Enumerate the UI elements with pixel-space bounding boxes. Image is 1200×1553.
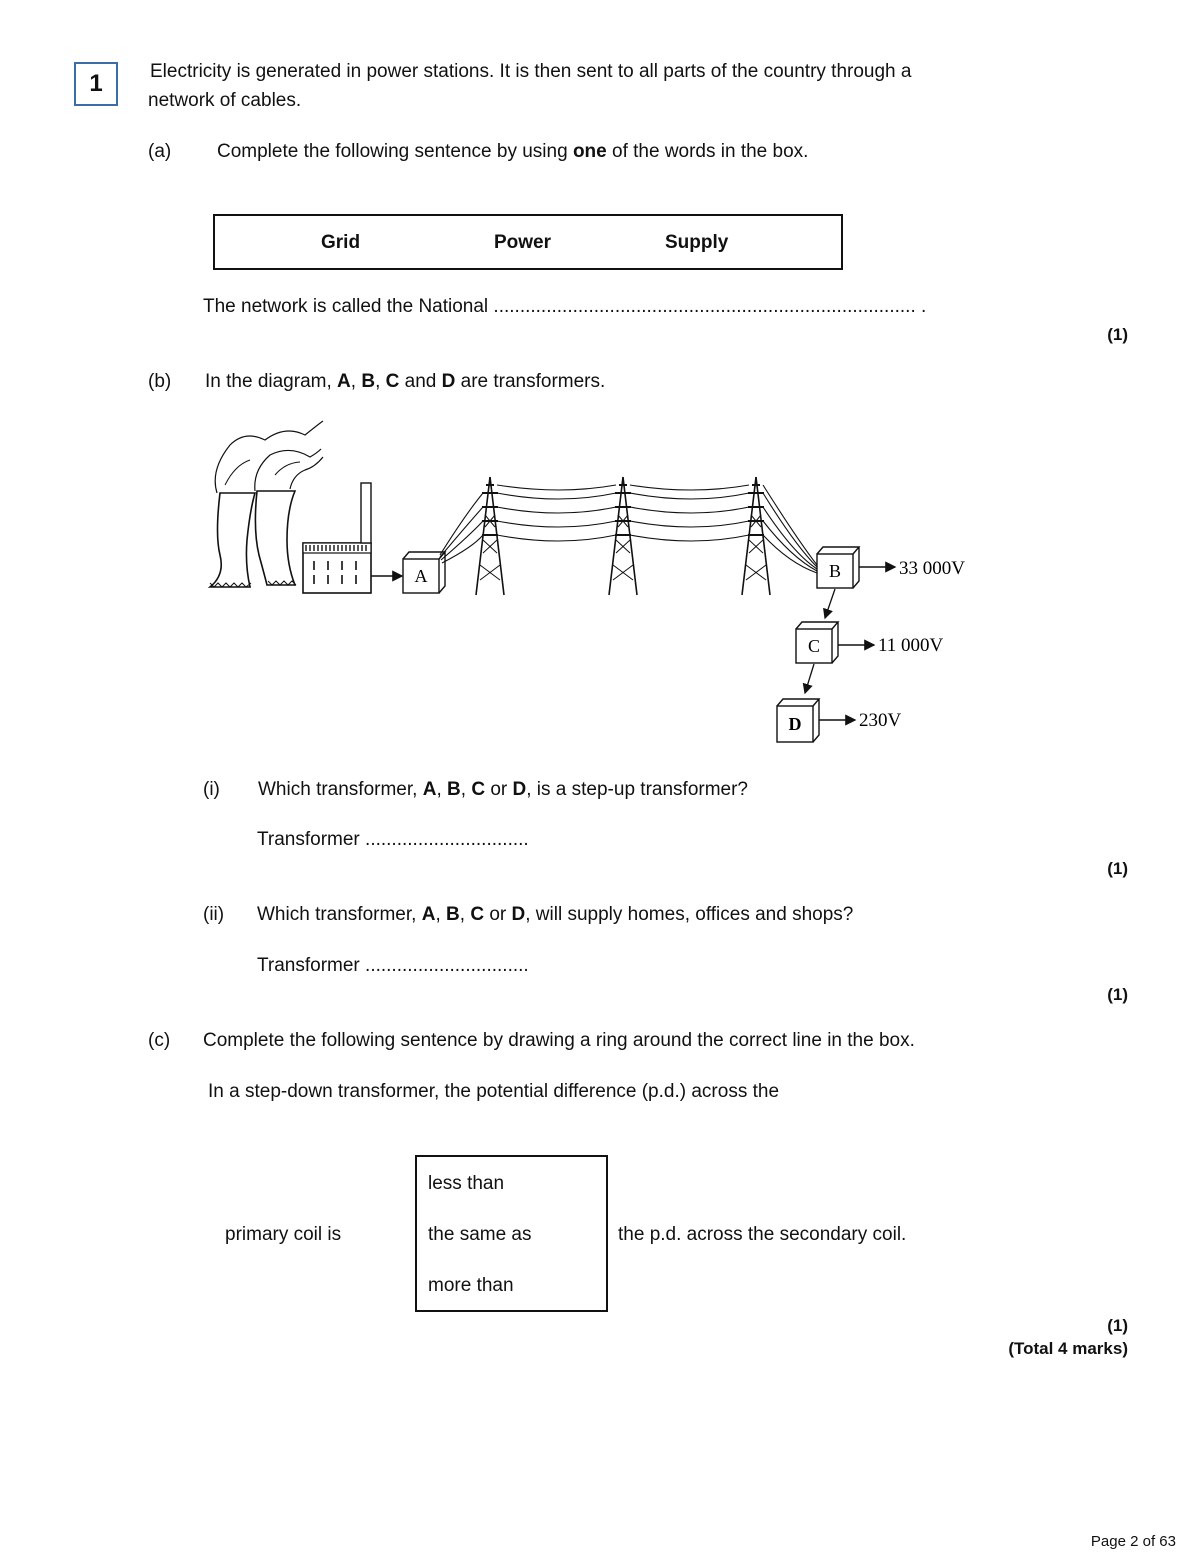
sub-ii-label: (ii): [203, 904, 225, 925]
part-c-marks: (1): [1107, 1316, 1128, 1335]
word-power: Power: [494, 232, 552, 253]
question-text: Which transformer,: [258, 779, 423, 800]
intro-text: are transformers.: [455, 371, 606, 392]
part-a-marks: (1): [1107, 325, 1128, 344]
sub-i-marks: (1): [1107, 859, 1128, 878]
part-b-intro: [205, 371, 605, 393]
sub-i-question: Which transformer, A, B, C or D, is a step-up transformer?: [258, 779, 748, 800]
total-marks: (Total 4 marks): [1008, 1339, 1128, 1358]
letter-c: C: [471, 779, 486, 800]
intro-line-2: network of cables.: [148, 90, 302, 111]
separator: and: [399, 371, 442, 392]
letter-d: D: [511, 904, 526, 925]
part-c-lead: In a step-down transformer, the potential difference (p.d.) across the: [208, 1081, 780, 1102]
part-c-label: (c): [148, 1030, 171, 1051]
voltage-b: 33 000V: [899, 558, 965, 579]
transformer-d-label: D: [788, 714, 802, 734]
separator: ,: [350, 371, 362, 392]
intro-line-1: Electricity is generated in power stations. It is then sent to all parts of the country through a: [150, 61, 912, 82]
question-text: is a step-up transformer?: [536, 779, 748, 800]
letter-c: C: [470, 904, 485, 925]
question-text: Which transformer,: [257, 904, 422, 925]
instruction-text: of the words in the box.: [606, 141, 809, 162]
voltage-d: 230V: [859, 710, 902, 731]
letter-b: B: [446, 904, 460, 925]
part-c-left-text: primary coil is: [225, 1224, 342, 1245]
letter-a: A: [421, 904, 436, 925]
part-a-instruction: [217, 141, 808, 163]
option-more-than[interactable]: more than: [428, 1275, 514, 1296]
instruction-text: Complete the following sentence by using: [217, 141, 573, 162]
option-same-as[interactable]: the same as: [428, 1224, 532, 1245]
part-b-label: (b): [148, 371, 172, 392]
separator: ,: [375, 371, 386, 392]
part-a-label: (a): [148, 141, 172, 162]
word-box: [213, 214, 843, 270]
power-station-icon: [303, 483, 371, 593]
word-supply: Supply: [665, 232, 729, 253]
letter-a: A: [422, 779, 437, 800]
question-number: 1: [74, 62, 118, 106]
option-less-than[interactable]: less than: [428, 1173, 505, 1194]
part-c-instruction: Complete the following sentence by drawing a ring around the correct line in the box.: [203, 1030, 915, 1051]
page-number: Page 2 of 63: [1090, 1533, 1176, 1550]
transformer-a-label: A: [414, 566, 428, 586]
sub-i-answer[interactable]: Transformer ...............................: [257, 829, 529, 850]
letter-d: D: [441, 371, 456, 392]
word-grid: Grid: [321, 232, 361, 253]
letter-b: B: [361, 371, 376, 392]
intro-text: In the diagram,: [205, 371, 338, 392]
choice-box: [415, 1155, 608, 1312]
part-c-right-text: the p.d. across the secondary coil.: [618, 1224, 907, 1245]
sub-i-label: (i): [203, 779, 220, 800]
transformer-c-label: C: [807, 636, 821, 656]
instruction-emphasis: one: [572, 141, 607, 162]
sub-ii-marks: (1): [1107, 985, 1128, 1004]
letter-c: C: [385, 371, 400, 392]
letter-d: D: [512, 779, 527, 800]
part-a-sentence[interactable]: The network is called the National ................................................................................ .: [203, 296, 927, 317]
sub-ii-answer[interactable]: Transformer ...............................: [257, 955, 529, 976]
transformer-b-label: B: [828, 561, 842, 581]
letter-a: A: [337, 371, 351, 392]
voltage-c: 11 000V: [878, 635, 944, 656]
sub-ii-question: Which transformer, A, B, C or D, will supply homes, offices and shops?: [257, 904, 854, 925]
question-text: will supply homes, offices and shops?: [535, 904, 854, 925]
letter-b: B: [447, 779, 461, 800]
power-grid-diagram: [195, 415, 995, 755]
